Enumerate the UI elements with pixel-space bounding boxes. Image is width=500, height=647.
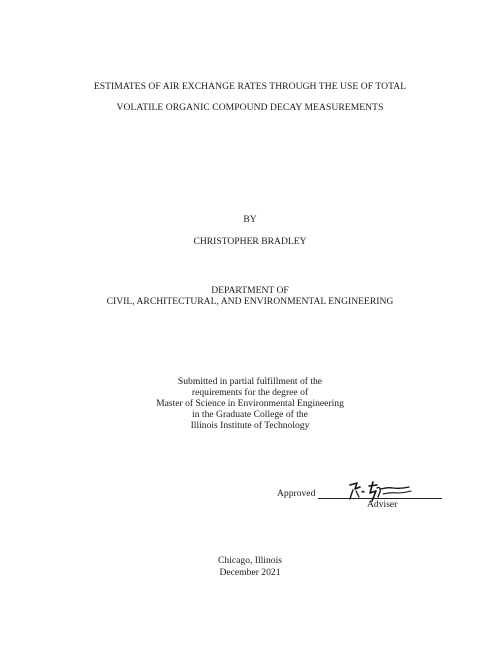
submission-line-3: Master of Science in Environmental Engineering: [156, 398, 344, 409]
thesis-title-line-1: ESTIMATES OF AIR EXCHANGE RATES THROUGH THE USE OF TOTAL: [93, 81, 407, 92]
submission-line-4: in the Graduate College of the: [192, 409, 308, 420]
approved-label: Approved: [277, 488, 316, 499]
approval-block: [277, 482, 447, 522]
location: Chicago, Illinois: [218, 555, 282, 566]
department-name: CIVIL, ARCHITECTURAL, AND ENVIRONMENTAL ENGINEERING: [106, 296, 394, 307]
author-name: CHRISTOPHER BRADLEY: [193, 236, 307, 247]
adviser-label: Adviser: [367, 499, 398, 510]
submission-line-5: Illinois Institute of Technology: [190, 420, 310, 431]
date: December 2021: [219, 567, 281, 578]
thesis-title-line-2: VOLATILE ORGANIC COMPOUND DECAY MEASUREMENTS: [116, 102, 384, 113]
department-label: DEPARTMENT OF: [211, 285, 289, 296]
by-label: BY: [243, 214, 257, 225]
submission-line-1: Submitted in partial fulfillment of the: [177, 376, 323, 387]
submission-line-2: requirements for the degree of: [191, 387, 309, 398]
